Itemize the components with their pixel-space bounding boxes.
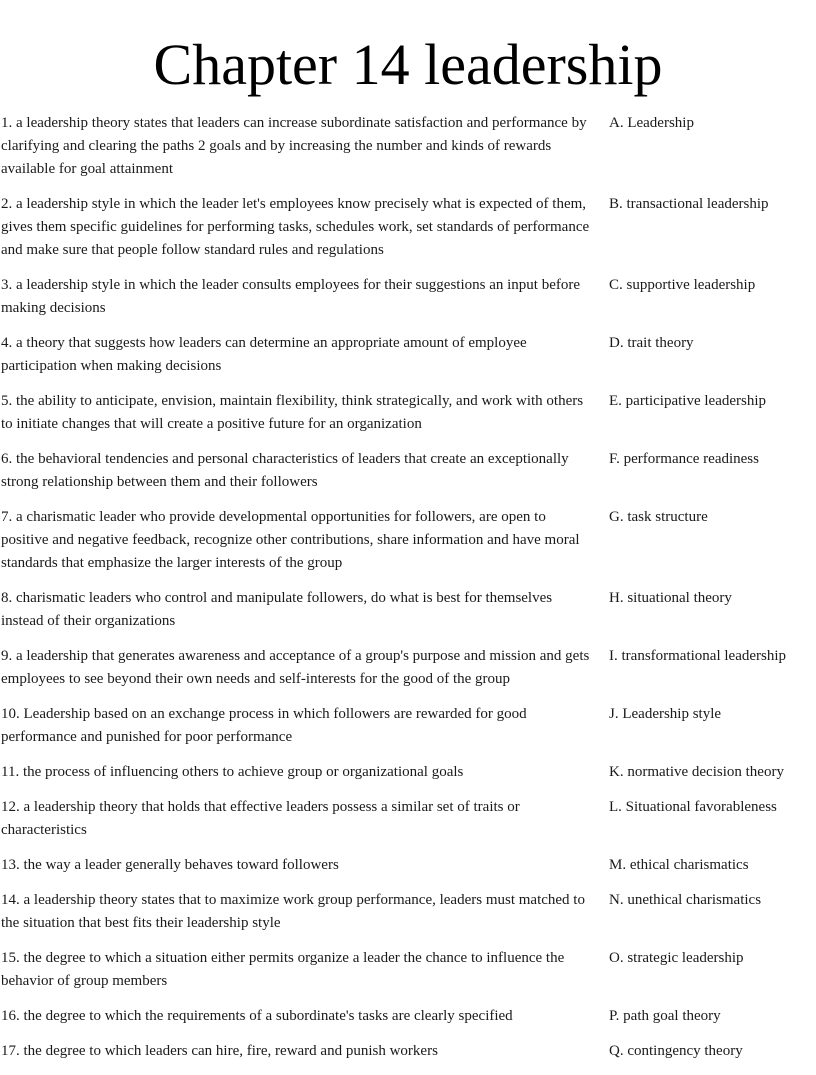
question-text: 15. the degree to which a situation either permits organize a leader the chance to influence the behavior of group members bbox=[1, 950, 565, 989]
answer-option: J. Leadership style bbox=[609, 706, 722, 722]
list-item bbox=[0, 448, 816, 494]
matching-list bbox=[0, 112, 816, 1075]
answer-option: E. participative leadership bbox=[609, 393, 767, 409]
answer-option: Q. contingency theory bbox=[609, 1043, 743, 1059]
answer-option: K. normative decision theory bbox=[609, 764, 784, 780]
question-text: 8. charismatic leaders who control and manipulate followers, do what is best for themselves instead of their organizations bbox=[1, 590, 553, 629]
question-text: 6. the behavioral tendencies and personal characteristics of leaders that create an exceptionally strong relationship between them and their followers bbox=[1, 451, 569, 490]
list-item bbox=[0, 854, 816, 877]
list-item bbox=[0, 587, 816, 633]
question-text: 4. a theory that suggests how leaders can determine an appropriate amount of employee participation when making decisions bbox=[1, 335, 527, 374]
list-item bbox=[0, 274, 816, 320]
question-text: 9. a leadership that generates awareness and acceptance of a group's purpose and mission and gets employees to see beyond their own needs and self-interests for the good of the group bbox=[1, 648, 590, 687]
answer-option: A. Leadership bbox=[609, 115, 694, 131]
question-text: 11. the process of influencing others to achieve group or organizational goals bbox=[1, 764, 464, 780]
list-item bbox=[0, 193, 816, 262]
list-item bbox=[0, 796, 816, 842]
question-text: 3. a leadership style in which the leader consults employees for their suggestions an input before making decisions bbox=[1, 277, 581, 316]
answer-option: P. path goal theory bbox=[609, 1008, 721, 1024]
list-item bbox=[0, 390, 816, 436]
list-item bbox=[0, 947, 816, 993]
answer-option: O. strategic leadership bbox=[609, 950, 744, 966]
question-text: 14. a leadership theory states that to maximize work group performance, leaders must matched to the situation that best fits their leadership style bbox=[1, 892, 585, 931]
list-item bbox=[0, 332, 816, 378]
question-text: 16. the degree to which the requirements of a subordinate's tasks are clearly specified bbox=[1, 1008, 513, 1024]
answer-option: F. performance readiness bbox=[609, 451, 759, 467]
answer-option: L. Situational favorableness bbox=[609, 799, 777, 815]
answer-option: N. unethical charismatics bbox=[609, 892, 762, 908]
list-item bbox=[0, 112, 816, 181]
question-text: 17. the degree to which leaders can hire, fire, reward and punish workers bbox=[1, 1043, 438, 1059]
list-item bbox=[0, 1040, 816, 1063]
question-text: 1. a leadership theory states that leaders can increase subordinate satisfaction and performance by clarifying and clearing the paths 2 goals and by increasing the number and kinds of rewards available for goal attainment bbox=[1, 115, 587, 177]
answer-option: H. situational theory bbox=[609, 590, 732, 606]
answer-option: B. transactional leadership bbox=[609, 196, 769, 212]
question-text: 13. the way a leader generally behaves toward followers bbox=[1, 857, 339, 873]
question-text: 7. a charismatic leader who provide developmental opportunities for followers, are open to positive and negative feedback, recognize other contributions, share information and have moral standards that emphasize the larger interests of the group bbox=[1, 509, 580, 571]
answer-option: D. trait theory bbox=[609, 335, 694, 351]
list-item bbox=[0, 1005, 816, 1028]
list-item bbox=[0, 703, 816, 749]
page-title: Chapter 14 leadership bbox=[153, 32, 663, 97]
list-item bbox=[0, 506, 816, 575]
list-item bbox=[0, 645, 816, 691]
list-item bbox=[0, 889, 816, 935]
list-item bbox=[0, 761, 816, 784]
answer-option: I. transformational leadership bbox=[609, 648, 787, 664]
question-text: 12. a leadership theory that holds that effective leaders possess a similar set of traits or characteristics bbox=[1, 799, 520, 838]
question-text: 2. a leadership style in which the leader let's employees know precisely what is expected of them, gives them specific guidelines for performing tasks, schedules work, set standards of performance and make sure that people follow standard rules and regulations bbox=[1, 196, 590, 258]
question-text: 5. the ability to anticipate, envision, maintain flexibility, think strategically, and work with others to initiate changes that will create a positive future for an organization bbox=[1, 393, 584, 432]
answer-option: M. ethical charismatics bbox=[609, 857, 749, 873]
answer-option: G. task structure bbox=[609, 509, 708, 525]
answer-option: C. supportive leadership bbox=[609, 277, 756, 293]
question-text: 10. Leadership based on an exchange process in which followers are rewarded for good performance and punished for poor performance bbox=[1, 706, 527, 745]
